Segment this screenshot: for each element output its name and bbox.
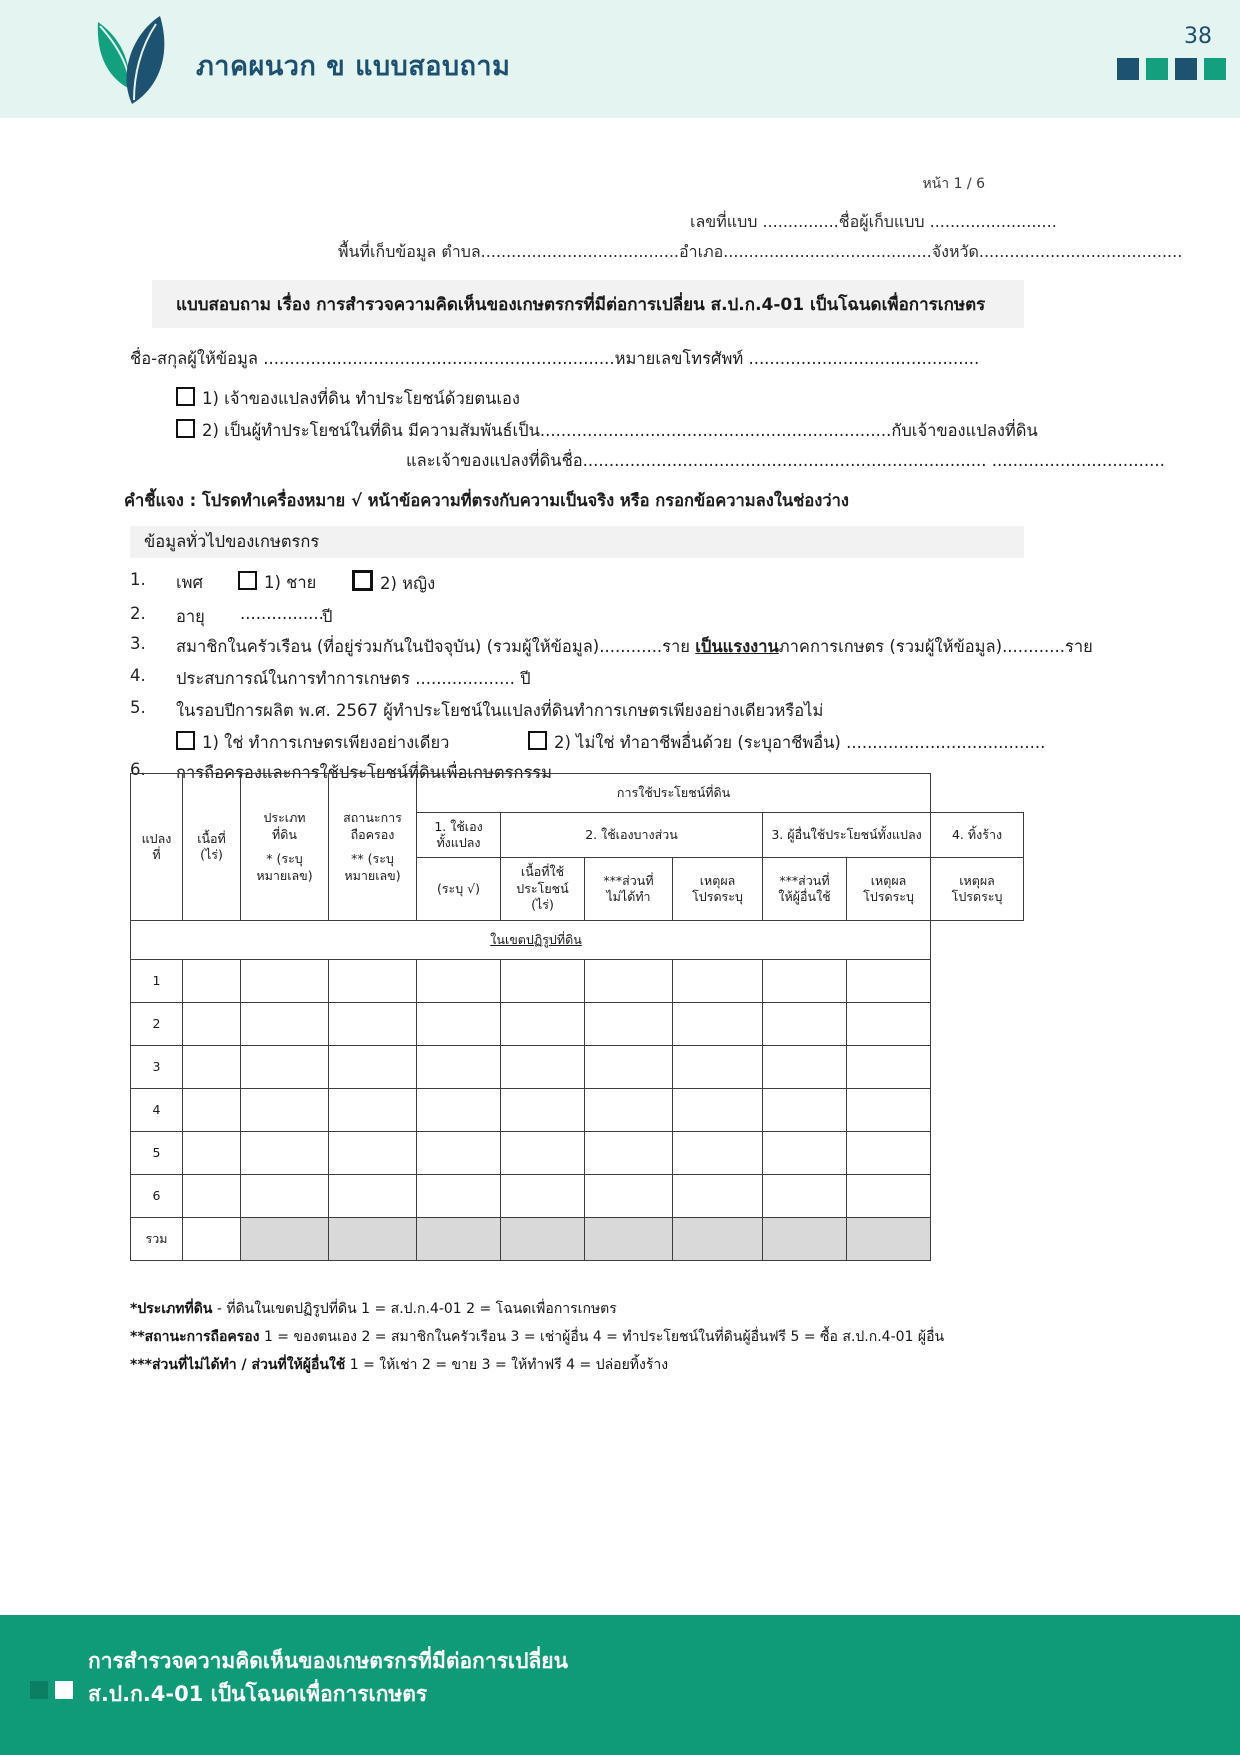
th-land-usage: การใช้ประโยชน์ที่ดิน	[417, 774, 931, 813]
footnote-holding-status	[130, 1326, 944, 1348]
total-shaded	[847, 1218, 931, 1261]
th-plot: แปลง ที่	[131, 774, 183, 921]
cell-own-part-area[interactable]	[501, 1046, 585, 1089]
question-3-number: 3.	[130, 634, 146, 653]
cell-other-use[interactable]	[763, 1003, 847, 1046]
square-3	[1175, 58, 1197, 80]
th-group3-sub1: ***ส่วนที่ ให้ผู้อื่นใช้	[763, 858, 847, 921]
table-row[interactable]	[131, 1003, 1024, 1046]
cell-status[interactable]	[329, 1089, 417, 1132]
question-3-part1: สมาชิกในครัวเรือน (ที่อยู่ร่วมกันในปัจจุบัน) (รวมผู้ให้ข้อมูล)............ราย	[176, 637, 696, 656]
footer-square-2	[55, 1681, 73, 1699]
cell-own-part-area[interactable]	[501, 1175, 585, 1218]
footnote-land-type-label: *ประเภทที่ดิน	[130, 1301, 213, 1317]
footnote-land-type-text: - ที่ดินในเขตปฏิรูปที่ดิน 1 = ส.ป.ก.4-01 2 = โฉนดเพื่อการเกษตร	[212, 1301, 617, 1317]
th-usage-group-1: 1. ใช้เอง ทั้งแปลง	[417, 813, 501, 858]
table-total-row	[131, 1218, 1024, 1261]
cell-type[interactable]	[241, 1046, 329, 1089]
cell-other-reason[interactable]	[847, 1089, 931, 1132]
question-3-text	[176, 634, 1093, 660]
question-5-option-yes-label: 1) ใช่ ทำการเกษตรเพียงอย่างเดียว	[202, 733, 450, 752]
header-page-number: 38	[1184, 24, 1212, 49]
cell-type[interactable]	[241, 1003, 329, 1046]
footnote-holding-status-label: **สถานะการถือครอง	[130, 1329, 260, 1345]
footnote-holding-status-text: 1 = ของตนเอง 2 = สมาชิกในครัวเรือน 3 = เช่าผู้อื่น 4 = ทำประโยชน์ในที่ดินผู้อื่นฟรี 5 = ซื้อ ส.ป.ก.4-01 ผู้อื่น	[259, 1329, 945, 1345]
th-group4-sub: เหตุผล โปรดระบุ	[931, 858, 1024, 921]
respondent-option-2-cont: และเจ้าของแปลงที่ดินชื่อ............................................................................. .................................	[406, 451, 1165, 470]
respondent-option-1-label: 1) เจ้าของแปลงที่ดิน ทำประโยชน์ด้วยตนเอง	[202, 389, 520, 408]
question-2-unit: ปี	[322, 607, 333, 626]
total-area[interactable]	[183, 1218, 241, 1261]
cell-area[interactable]	[183, 1175, 241, 1218]
row-number: 4	[131, 1089, 183, 1132]
cell-other-use[interactable]	[763, 1175, 847, 1218]
total-shaded	[501, 1218, 585, 1261]
cell-own-all[interactable]	[417, 1175, 501, 1218]
instruction-line: คำชี้แจง : โปรดทำเครื่องหมาย √ หน้าข้อความที่ตรงกับความเป็นจริง หรือ กรอกข้อความลงในช่องว่าง	[124, 491, 849, 510]
page-title: ภาคผนวก ข แบบสอบถาม	[196, 51, 511, 82]
cell-own-part-area[interactable]	[501, 1003, 585, 1046]
th-usage-group-3: 3. ผู้อื่นใช้ประโยชน์ทั้งแปลง	[763, 813, 931, 858]
cell-own-part-unused[interactable]	[585, 1089, 673, 1132]
cell-other-reason[interactable]	[847, 1046, 931, 1089]
respondent-option-2[interactable]	[176, 418, 1038, 444]
cell-own-all[interactable]	[417, 1003, 501, 1046]
footer-text	[88, 1645, 568, 1710]
th-group2-sub3: เหตุผล โปรดระบุ	[673, 858, 763, 921]
checkbox-owner-icon[interactable]	[176, 387, 195, 406]
question-6-text: การถือครองและการใช้ประโยชน์ที่ดินเพื่อเกษตรกรรม	[176, 763, 553, 782]
leaf-logo-icon	[88, 12, 180, 108]
cell-other-use[interactable]	[763, 1089, 847, 1132]
form-title-box	[152, 280, 1024, 328]
question-2-number: 2.	[130, 604, 146, 623]
question-5-text: ในรอบปีการผลิต พ.ศ. 2567 ผู้ทำประโยชน์ในแปลงที่ดินทำการเกษตรเพียงอย่างเดียวหรือไม่	[176, 701, 824, 720]
cell-own-all[interactable]	[417, 960, 501, 1003]
cell-own-part-unused[interactable]	[585, 1003, 673, 1046]
table-row[interactable]	[131, 1046, 1024, 1089]
question-1-label: เพศ	[176, 573, 203, 592]
cell-own-all[interactable]	[417, 1132, 501, 1175]
question-3-emphasis: เป็นแรงงาน	[695, 637, 779, 656]
document-sheet	[0, 118, 1240, 1433]
cell-own-part-area[interactable]	[501, 1132, 585, 1175]
respondent-option-2-label: 2) เป็นผู้ทำประโยชน์ในที่ดิน มีความสัมพันธ์เป็น...................................................................กับเจ้าของแปลงที่ดิน	[202, 421, 1038, 440]
th-usage-group-2: 2. ใช้เองบางส่วน	[501, 813, 763, 858]
general-info-section-label: ข้อมูลทั่วไปของเกษตรกร	[144, 532, 320, 551]
question-4-number: 4.	[130, 666, 146, 685]
header-square-decoration	[1117, 58, 1226, 80]
th-land-type: ประเภท ที่ดิน * (ระบุ หมายเลข)	[241, 774, 329, 921]
question-5-option-no[interactable]	[528, 730, 1045, 756]
cell-type[interactable]	[241, 1089, 329, 1132]
question-1-number: 1.	[130, 570, 146, 589]
footnote-unused-share-label: ***ส่วนที่ไม่ได้ทำ / ส่วนที่ให้ผู้อื่นใช้	[130, 1357, 346, 1373]
th-holding-status: สถานะการ ถือครอง ** (ระบุ หมายเลข)	[329, 774, 417, 921]
cell-own-part-reason[interactable]	[673, 1175, 763, 1218]
question-5-option-yes[interactable]	[176, 730, 449, 756]
th-group2-sub1: เนื้อที่ใช้ ประโยชน์ (ไร่)	[501, 858, 585, 921]
footnote-land-type	[130, 1298, 617, 1320]
cell-own-part-unused[interactable]	[585, 1046, 673, 1089]
th-group3-sub2: เหตุผล โปรดระบุ	[847, 858, 931, 921]
cell-status[interactable]	[329, 1175, 417, 1218]
question-3-part2: ภาคการเกษตร (รวมผู้ให้ข้อมูล)............ราย	[778, 637, 1093, 656]
respondent-option-1[interactable]	[176, 386, 520, 412]
th-group1-sub: (ระบุ √)	[417, 858, 501, 921]
cell-type[interactable]	[241, 1175, 329, 1218]
cell-other-reason[interactable]	[847, 960, 931, 1003]
total-shaded	[763, 1218, 847, 1261]
cell-own-all[interactable]	[417, 1046, 501, 1089]
total-shaded	[585, 1218, 673, 1261]
cell-own-part-reason[interactable]	[673, 1089, 763, 1132]
cell-own-part-area[interactable]	[501, 1089, 585, 1132]
cell-area[interactable]	[183, 1089, 241, 1132]
total-label: รวม	[131, 1218, 183, 1261]
table-row[interactable]	[131, 1175, 1024, 1218]
th-area: เนื้อที่ (ไร่)	[183, 774, 241, 921]
cell-area[interactable]	[183, 960, 241, 1003]
cell-own-part-reason[interactable]	[673, 960, 763, 1003]
row-number: 1	[131, 960, 183, 1003]
cell-own-part-unused[interactable]	[585, 1175, 673, 1218]
question-1-option-male-label: 1) ชาย	[264, 573, 317, 592]
cell-own-part-unused[interactable]	[585, 1132, 673, 1175]
square-1	[1117, 58, 1139, 80]
table-header-row-1	[131, 774, 1024, 813]
footer-line-2: ส.ป.ก.4-01 เป็นโฉนดเพื่อการเกษตร	[88, 1681, 428, 1706]
cell-other-use[interactable]	[763, 1046, 847, 1089]
cell-own-part-unused[interactable]	[585, 960, 673, 1003]
question-1-option-female[interactable]	[352, 570, 435, 597]
question-1-option-female-label: 2) หญิง	[380, 574, 436, 593]
cell-status[interactable]	[329, 1132, 417, 1175]
page-footer-band	[0, 1615, 1240, 1755]
table-row[interactable]	[131, 1089, 1024, 1132]
cell-type[interactable]	[241, 1132, 329, 1175]
question-2-blank[interactable]: ................	[240, 604, 324, 623]
page-indicator: หน้า 1 / 6	[922, 176, 985, 192]
question-5-number: 5.	[130, 698, 146, 717]
th-group2-sub2: ***ส่วนที่ ไม่ได้ทำ	[585, 858, 673, 921]
cell-other-reason[interactable]	[847, 1175, 931, 1218]
footnote-unused-share	[130, 1354, 668, 1376]
cell-status[interactable]	[329, 1003, 417, 1046]
row-number: 2	[131, 1003, 183, 1046]
checkbox-yes-icon[interactable]	[176, 731, 195, 750]
footnote-unused-share-text: 1 = ให้เช่า 2 = ขาย 3 = ให้ทำฟรี 4 = ปล่อยทิ้งร้าง	[345, 1357, 669, 1373]
respondent-name-phone: ชื่อ-สกุลผู้ให้ข้อมูล ...................................................................หมายเลขโทรศัพท์ ............................................	[130, 349, 980, 368]
table-zone-row	[131, 921, 1024, 960]
row-number: 6	[131, 1175, 183, 1218]
footer-line-1: การสำรวจความคิดเห็นของเกษตรกรที่มีต่อการเปลี่ยน	[88, 1649, 568, 1673]
cell-own-part-reason[interactable]	[673, 1046, 763, 1089]
cell-status[interactable]	[329, 960, 417, 1003]
page-header-band	[0, 0, 1240, 118]
cell-other-reason[interactable]	[847, 1003, 931, 1046]
total-shaded	[417, 1218, 501, 1261]
form-number-line: เลขที่แบบ ...............ชื่อผู้เก็บแบบ .........................	[690, 212, 1057, 231]
cell-other-use[interactable]	[763, 960, 847, 1003]
footer-square-1	[30, 1681, 48, 1699]
table-row[interactable]	[131, 960, 1024, 1003]
cell-other-use[interactable]	[763, 1132, 847, 1175]
cell-area[interactable]	[183, 1046, 241, 1089]
checkbox-male-icon[interactable]	[238, 571, 257, 590]
form-title-text: แบบสอบถาม เรื่อง การสำรวจความคิดเห็นของเกษตรกรที่มีต่อการเปลี่ยน ส.ป.ก.4-01 เป็นโฉนดเพื่อการเกษตร	[176, 294, 986, 315]
question-6-number: 6.	[130, 760, 146, 779]
location-line: พื้นที่เก็บข้อมูล ตำบล.......................................อำเภอ.........................................จังหวัด........................................	[338, 242, 1183, 261]
total-shaded	[329, 1218, 417, 1261]
table-row[interactable]	[131, 1132, 1024, 1175]
cell-area[interactable]	[183, 1003, 241, 1046]
cell-other-reason[interactable]	[847, 1132, 931, 1175]
cell-status[interactable]	[329, 1046, 417, 1089]
row-number: 3	[131, 1046, 183, 1089]
cell-own-all[interactable]	[417, 1089, 501, 1132]
question-5-option-no-label: 2) ไม่ใช่ ทำอาชีพอื่นด้วย (ระบุอาชีพอื่น) ......................................	[554, 733, 1046, 752]
zone-label: ในเขตปฏิรูปที่ดิน	[490, 931, 582, 947]
question-2-label: อายุ	[176, 607, 205, 626]
row-number: 5	[131, 1132, 183, 1175]
cell-area[interactable]	[183, 1132, 241, 1175]
total-shaded	[241, 1218, 329, 1261]
cell-type[interactable]	[241, 960, 329, 1003]
cell-own-part-reason[interactable]	[673, 1003, 763, 1046]
land-holding-table	[130, 773, 1024, 1261]
checkbox-user-icon[interactable]	[176, 419, 195, 438]
cell-own-part-reason[interactable]	[673, 1132, 763, 1175]
question-4-text: ประสบการณ์ในการทำการเกษตร ................... ปี	[176, 669, 531, 688]
checkbox-female-icon[interactable]	[352, 570, 373, 591]
checkbox-no-icon[interactable]	[528, 731, 547, 750]
question-1-option-male[interactable]	[238, 570, 316, 596]
square-4	[1204, 58, 1226, 80]
general-info-section-header	[130, 526, 1024, 558]
total-shaded	[673, 1218, 763, 1261]
cell-own-part-area[interactable]	[501, 960, 585, 1003]
square-2	[1146, 58, 1168, 80]
th-usage-group-4: 4. ทิ้งร้าง	[931, 813, 1024, 858]
